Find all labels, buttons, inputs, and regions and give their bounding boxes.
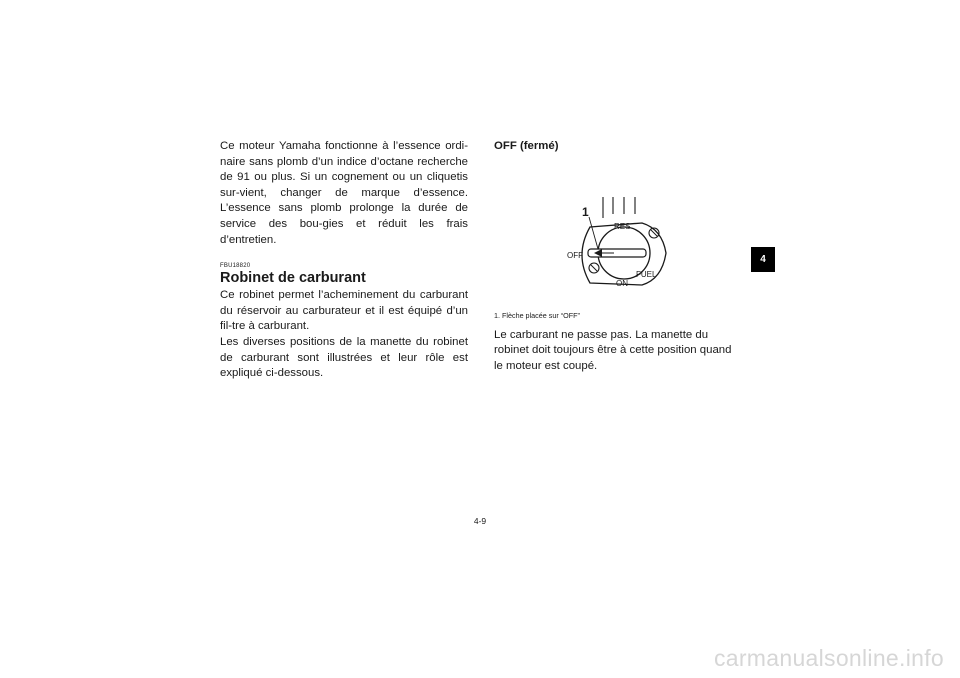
- pointer-lines: [603, 197, 635, 218]
- reference-code: FBU18820: [220, 263, 251, 270]
- page-number: 4-9: [473, 516, 487, 526]
- callout-number: 1: [582, 204, 589, 219]
- right-column: [494, 139, 742, 374]
- label-on: ON: [616, 278, 628, 288]
- label-off: OFF: [567, 250, 583, 260]
- left-column: [220, 139, 468, 382]
- label-fuel: FUEL: [636, 269, 657, 279]
- off-paragraph: Le carburant ne passe pas. La manette du robinet doit toujours être à cette position quand le moteur est coupé.: [494, 328, 732, 372]
- section-title: Robinet de carburant: [220, 270, 366, 287]
- off-subheading: OFF (fermé): [494, 140, 559, 152]
- label-res: RES: [614, 221, 631, 231]
- callout-leader: [589, 217, 598, 249]
- section-paragraph-1: Ce robinet permet l’acheminement du carburant du réservoir au carburateur et il est équipé d’un fil-tre à carburant.: [220, 289, 468, 333]
- watermark: carmanualsonline.info: [713, 645, 944, 671]
- chapter-tab: 4: [751, 247, 775, 272]
- section-paragraph-2: Les diverses positions de la manette du robinet de carburant sont illustrées et leur rôle est expliqué ci-dessous.: [220, 335, 468, 380]
- fuel-cock-diagram: [494, 155, 742, 305]
- figure-caption: 1. Flèche placée sur “OFF”: [494, 310, 580, 320]
- intro-paragraph: Ce moteur Yamaha fonctionne à l’essence ordi-naire sans plomb d’un indice d’octane recherche de 91 ou plus. Si un cognement ou un cliquetis sur-vient, changer de marque d’essence. L’essence sans plomb prolonge la durée de service des bou-gies et réduit les frais d’entretien.: [220, 140, 468, 246]
- screw-bottom-left: [589, 263, 599, 273]
- fuel-cock-figure: [494, 155, 742, 305]
